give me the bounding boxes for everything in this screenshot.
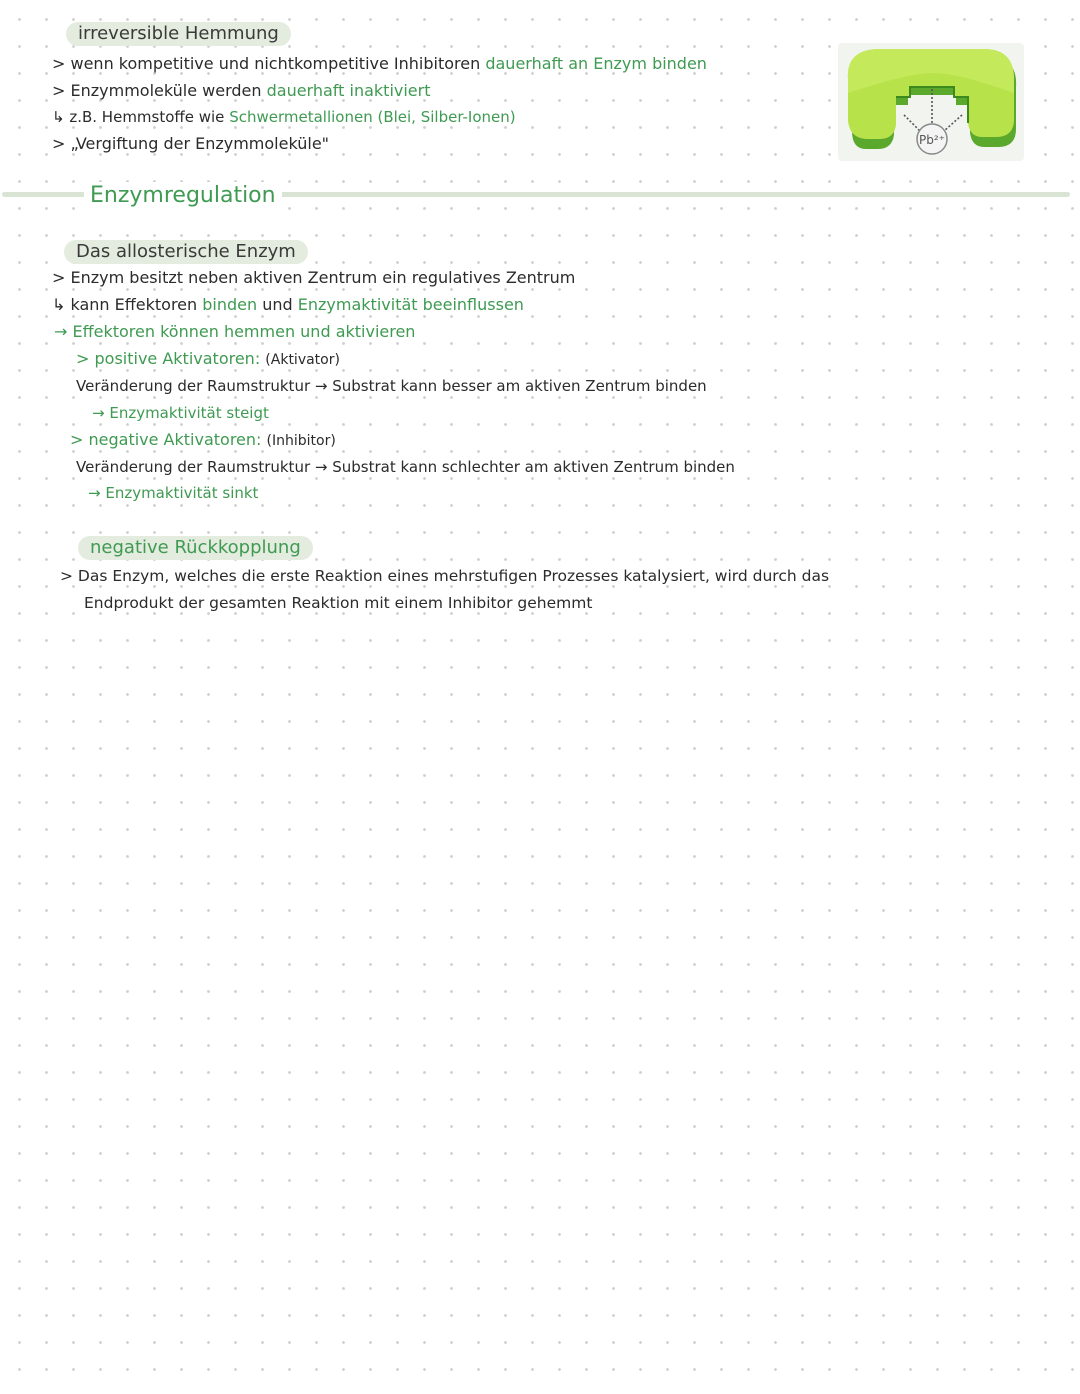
- feedback-line-1: > Das Enzym, welches die erste Reaktion eines mehrstufigen Prozesses katalysiert, wird durch das: [60, 567, 830, 585]
- allosteric-line-3-emphasis: hemmen und aktivieren: [223, 322, 416, 341]
- allosteric-line-3-text: → Effektoren können: [54, 322, 219, 341]
- heading-feedback: negative Rückkopplung: [78, 536, 313, 560]
- negative-change-line: Veränderung der Raumstruktur → Substrat kann schlechter am aktiven Zentrum binden: [76, 458, 735, 476]
- allosteric-line-3: [54, 321, 415, 343]
- positive-activators-label: > positive Aktivatoren:: [76, 349, 261, 368]
- irreversible-line-1: [52, 53, 707, 75]
- heading-allosteric: Das allosterische Enzym: [64, 240, 308, 264]
- irreversible-line-4: > „Vergiftung der Enzymmoleküle": [52, 134, 330, 153]
- irreversible-line-1-text: > wenn kompetitive und nichtkompetitive Inhibitoren: [52, 54, 481, 73]
- irreversible-line-3-emphasis: Schwermetallionen (Blei, Silber-Ionen): [229, 108, 516, 126]
- enzyme-illustration: [838, 43, 1024, 161]
- lead-ion-label: Pb²⁺: [919, 133, 945, 147]
- irreversible-line-3-text: ↳ z.B. Hemmstoffe wie: [52, 108, 225, 126]
- enzyme-shape-graphic: [838, 43, 1024, 161]
- title-enzymregulation: Enzymregulation: [84, 182, 282, 210]
- irreversible-line-2-emphasis: dauerhaft inaktiviert: [266, 81, 431, 100]
- allosteric-line-2-text: ↳ kann Effektoren: [52, 295, 198, 314]
- heading-irreversible: irreversible Hemmung: [66, 22, 291, 46]
- allosteric-line-2: [52, 294, 524, 316]
- allosteric-line-2-mid: und: [262, 295, 293, 314]
- feedback-line-2: Endprodukt der gesamten Reaktion mit einem Inhibitor gehemmt: [84, 594, 593, 612]
- negative-result-line: → Enzymaktivität sinkt: [88, 484, 259, 502]
- negative-activators-paren: (Inhibitor): [266, 433, 336, 449]
- irreversible-line-2: [52, 80, 431, 102]
- positive-change-line: Veränderung der Raumstruktur → Substrat kann besser am aktiven Zentrum binden: [76, 377, 707, 395]
- negative-activators-label: > negative Aktivatoren:: [70, 430, 262, 449]
- positive-result-line: → Enzymaktivität steigt: [92, 404, 269, 422]
- irreversible-line-1-emphasis: dauerhaft an Enzym binden: [485, 54, 707, 73]
- positive-activators-line: [76, 348, 340, 371]
- negative-activators-line: [70, 429, 336, 452]
- allosteric-line-2-emphasis-1: binden: [202, 295, 258, 314]
- allosteric-line-2-emphasis-2: Enzymaktivität beeinflussen: [297, 295, 524, 314]
- irreversible-line-3: [52, 106, 516, 128]
- positive-activators-paren: (Aktivator): [265, 352, 340, 368]
- allosteric-line-1: > Enzym besitzt neben aktiven Zentrum ein regulatives Zentrum: [52, 268, 576, 287]
- irreversible-line-2-text: > Enzymmoleküle werden: [52, 81, 262, 100]
